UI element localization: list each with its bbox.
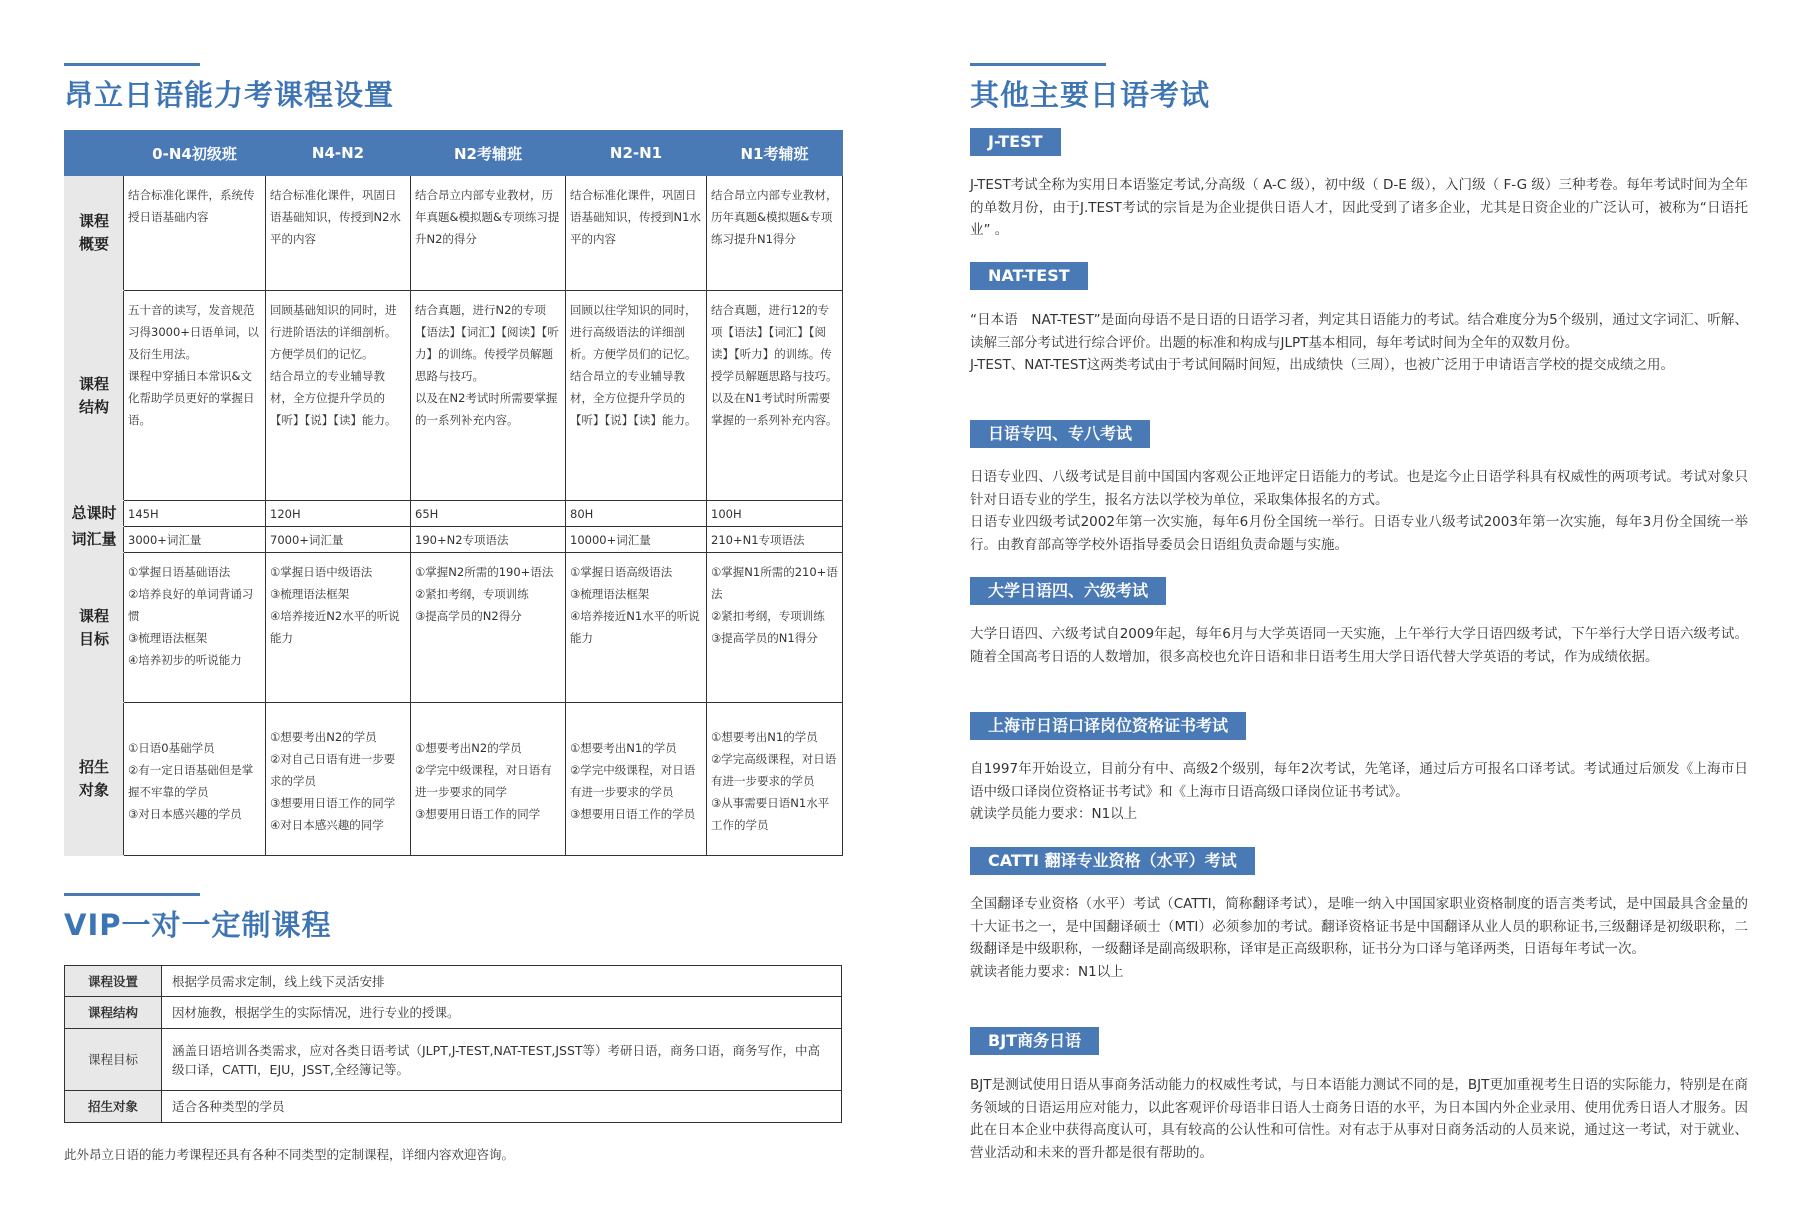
exam-desc-nat-test: “日本语 NAT-TEST”是面向母语不是日语的日语学习者，判定其日语能力的考试。结合难度分为5个级别，通过文字词汇、听解、读解三部分考试进行综合评价。出题的标准和构成与JLPT基本相同，每年考试时间为全年的双数月份。 J-TEST、NAT-TEST这两类考试由于考试间隔时间短，出成绩快（三周），也被广泛用于申请语言学校的提交成绩之用。 xyxy=(970,312,1748,373)
row-label-targets: 招生 对象 xyxy=(65,703,124,856)
row-structure xyxy=(65,291,843,501)
vip-table xyxy=(64,965,842,1123)
row-label-vocab: 词汇量 xyxy=(65,527,124,553)
column-header: 0-N4初级班 xyxy=(124,131,266,176)
table-cell: 结合标准化课件，系统传授日语基础内容 xyxy=(124,176,266,291)
vip-row-label: 招生对象 xyxy=(65,1091,162,1123)
column-header: N2考辅班 xyxy=(411,131,566,176)
course-table xyxy=(64,130,843,856)
exam-tag-shanghai-interpreter: 上海市日语口译岗位资格证书考试 xyxy=(970,712,1246,740)
row-goals xyxy=(65,553,843,703)
exam-desc-jtest: J-TEST考试全称为实用日本语鉴定考试,分高级（ A-C 级），初中级（ D-E 级），入门级（ F-G 级）三种考卷。每年考试时间为全年的单数月份，由于J.TEST考试的宗旨是为企业提供日语人才，因此受到了诸多企业，尤其是日资企业的广泛认可，被称为“日语托业” 。 xyxy=(970,177,1748,238)
vip-row xyxy=(65,1029,842,1091)
exam-tag-nat-test: NAT-TEST xyxy=(970,262,1088,290)
table-cell: ①掌握N1所需的210+语法 ②紧扣考纲，专项训练 ③提高学员的N1得分 xyxy=(707,553,843,703)
exams-title: 其他主要日语考试 xyxy=(970,78,1211,112)
column-header: N4-N2 xyxy=(266,131,411,176)
table-cell: ①想要考出N2的学员 ②学完中级课程，对日语有进一步要求的同学 ③想要用日语工作的同学 xyxy=(411,703,566,856)
table-cell: ①想要考出N1的学员 ②学完高级课程，对日语有进一步要求的学员 ③从事需要日语N1水平工作的学员 xyxy=(707,703,843,856)
row-hours xyxy=(65,501,843,527)
table-cell: 65H xyxy=(411,501,566,527)
table-cell: 结合昂立内部专业教材，历年真题&模拟题&专项练习提升N1得分 xyxy=(707,176,843,291)
table-cell: 80H xyxy=(566,501,707,527)
table-cell: ①掌握日语高级语法 ③梳理语法框架 ④培养接近N1水平的听说能力 xyxy=(566,553,707,703)
vip-row-label: 课程结构 xyxy=(65,997,162,1029)
column-header: N2-N1 xyxy=(566,131,707,176)
table-cell: ①想要考出N1的学员 ②学完中级课程，对日语有进一步要求的学员 ③想要用日语工作的学员 xyxy=(566,703,707,856)
row-label-overview: 课程 概要 xyxy=(65,176,124,291)
vip-row-value: 根据学员需求定制，线上线下灵活安排 xyxy=(162,966,842,997)
exam-desc-college-4-6: 大学日语四、六级考试自2009年起，每年6月与大学英语同一天实施，上午举行大学日语四级考试，下午举行大学日语六级考试。随着全国高考日语的人数增加，很多高校也允许日语和非日语考生用大学日语代替大学英语的考试，作为成绩依据。 xyxy=(970,626,1748,665)
table-cell: 结合昂立内部专业教材，历年真题&模拟题&专项练习提升N2的得分 xyxy=(411,176,566,291)
vip-row-value: 因材施教，根据学生的实际情况，进行专业的授课。 xyxy=(162,997,842,1029)
row-label-hours: 总课时 xyxy=(65,501,124,527)
table-cell: 210+N1专项语法 xyxy=(707,527,843,553)
table-cell: 回顾基础知识的同时，进行进阶语法的详细剖析。方便学员们的记忆。 结合昂立的专业辅导教材，全方位提升学员的【听】【说】【读】能力。 xyxy=(266,291,411,501)
table-cell: 190+N2专项语法 xyxy=(411,527,566,553)
table-cell: 回顾以往学知识的同时，进行高级语法的详细剖析。方便学员们的记忆。 结合昂立的专业辅导教材，全方位提升学员的【听】【说】【读】能力。 xyxy=(566,291,707,501)
vip-row-value: 适合各种类型的学员 xyxy=(162,1091,842,1123)
table-cell: 145H xyxy=(124,501,266,527)
row-targets xyxy=(65,703,843,856)
table-cell: 7000+词汇量 xyxy=(266,527,411,553)
table-cell: 100H xyxy=(707,501,843,527)
vip-title-accent-line xyxy=(64,893,200,896)
course-title-accent-line xyxy=(64,63,200,66)
table-cell: ①掌握N2所需的190+语法 ②紧扣考纲，专项训练 ③提高学员的N2得分 xyxy=(411,553,566,703)
table-cell: ①日语0基础学员 ②有一定日语基础但是掌握不牢靠的学员 ③对日本感兴趣的学员 xyxy=(124,703,266,856)
column-header: N1考辅班 xyxy=(707,131,843,176)
table-cell: 结合标准化课件，巩固日语基础知识，传授到N1水平的内容 xyxy=(566,176,707,291)
vip-row-label: 课程目标 xyxy=(65,1029,162,1091)
exam-desc-shanghai-interpreter: 自1997年开始设立，目前分有中、高级2个级别，每年2次考试，先笔译，通过后方可报名口译考试。考试通过后颁发《上海市日语中级口译岗位资格证书考试》和《上海市日语高级口译岗位证书考试》。 就读学员能力要求：N1以上 xyxy=(970,761,1748,822)
exam-tag-major-4-8: 日语专四、专八考试 xyxy=(970,420,1150,448)
vip-row xyxy=(65,997,842,1029)
vip-row-label: 课程设置 xyxy=(65,966,162,997)
row-vocab xyxy=(65,527,843,553)
header-corner xyxy=(65,131,124,176)
table-cell: 10000+词汇量 xyxy=(566,527,707,553)
vip-row xyxy=(65,1091,842,1123)
table-cell: 3000+词汇量 xyxy=(124,527,266,553)
vip-title: VIP一对一定制课程 xyxy=(64,908,332,942)
table-cell: ①掌握日语基础语法 ②培养良好的单词背诵习惯 ③梳理语法框架 ④培养初步的听说能力 xyxy=(124,553,266,703)
exams-title-accent-line xyxy=(970,63,1106,66)
row-label-goals: 课程 目标 xyxy=(65,553,124,703)
vip-row-value: 涵盖日语培训各类需求，应对各类日语考试（JLPT,J-TEST,NAT-TEST,JSST等）考研日语，商务口语，商务写作，中高级口译，CATTI，EJU，JSST,全经簿记等。 xyxy=(162,1029,842,1091)
table-cell: 结合真题，进行N2的专项【语法】【词汇】【阅读】【听力】的训练。传授学员解题思路与技巧。 以及在N2考试时所需要掌握的一系列补充内容。 xyxy=(411,291,566,501)
exam-tag-college-4-6: 大学日语四、六级考试 xyxy=(970,577,1166,605)
table-cell: 120H xyxy=(266,501,411,527)
exam-tag-jtest: J-TEST xyxy=(970,128,1061,156)
vip-row xyxy=(65,966,842,997)
table-cell: ①掌握日语中级语法 ③梳理语法框架 ④培养接近N2水平的听说能力 xyxy=(266,553,411,703)
exam-tag-catti: CATTI 翻译专业资格（水平）考试 xyxy=(970,847,1255,875)
exam-desc-catti: 全国翻译专业资格（水平）考试（CATTI，简称翻译考试），是唯一纳入中国国家职业资格制度的语言类考试，是中国最具含金量的十大证书之一，是中国翻译硕士（MTI）必须参加的考试。翻译资格证书是中国翻译从业人员的职称证书,三级翻译是初级职称，二级翻译是中级职称，一级翻译是副高级职称，译审是正高级职称，证书分为口译与笔译两类，日语每年考试一次。 就读者能力要求：N1以上 xyxy=(970,896,1748,980)
exam-desc-bjt: BJT是测试使用日语从事商务活动能力的权威性考试，与日本语能力测试不同的是，BJT更加重视考生日语的实际能力，特别是在商务领域的日语运用应对能力，以此客观评价母语非日语人士商务日语的水平，为日本国内外企业录用、使用优秀日语人才服务。因此在日本企业中获得高度认可，具有较高的公认性和可信性。对有志于从事对日商务活动的人员来说，通过这一考试，对于就业、营业活动和未来的晋升都是很有帮助的。 xyxy=(970,1077,1748,1161)
table-cell: 结合标准化课件，巩固日语基础知识，传授到N2水平的内容 xyxy=(266,176,411,291)
course-table-header xyxy=(65,131,843,176)
table-cell: 五十音的读写，发音规范习得3000+日语单词，以及衍生用法。 课程中穿插日本常识&文化帮助学员更好的掌握日语。 xyxy=(124,291,266,501)
custom-course-note: 此外昂立日语的能力考课程还具有各种不同类型的定制课程，详细内容欢迎咨询。 xyxy=(64,1147,515,1162)
table-cell: ①想要考出N2的学员 ②对自己日语有进一步要求的学员 ③想要用日语工作的同学 ④对日本感兴趣的同学 xyxy=(266,703,411,856)
exam-tag-bjt: BJT商务日语 xyxy=(970,1027,1099,1055)
row-label-structure: 课程 结构 xyxy=(65,291,124,501)
course-title: 昂立日语能力考课程设置 xyxy=(64,78,395,112)
table-cell: 结合真题，进行12的专项【语法】【词汇】【阅读】【听力】的训练。传授学员解题思路与技巧。以及在N1考试时所需要掌握的一系列补充内容。 xyxy=(707,291,843,501)
row-overview xyxy=(65,176,843,291)
exam-desc-major-4-8: 日语专业四、八级考试是目前中国国内客观公正地评定日语能力的考试。也是迄今止日语学科具有权威性的两项考试。考试对象只针对日语专业的学生，报名方法以学校为单位，采取集体报名的方式。 日语专业四级考试2002年第一次实施，每年6月份全国统一举行。日语专业八级考试2003年第一次实施，每年3月份全国统一举行。由教育部高等学校外语指导委员会日语组负责命题与实施。 xyxy=(970,469,1748,553)
